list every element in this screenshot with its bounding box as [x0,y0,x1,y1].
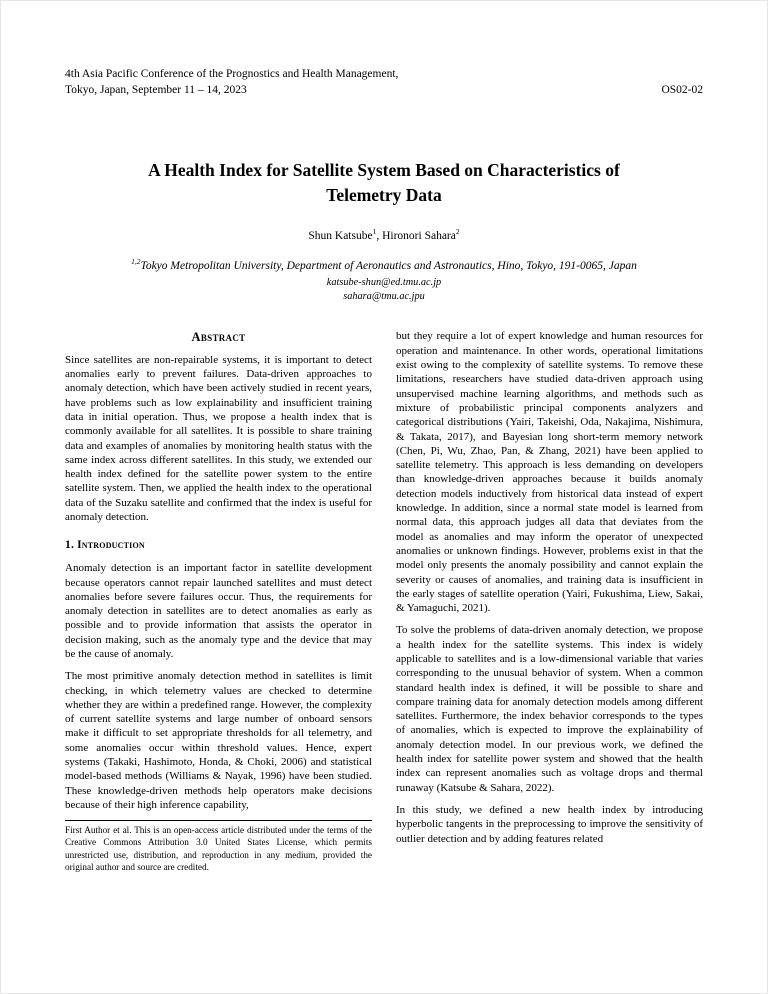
intro-paragraph-2: The most primitive anomaly detection method in satellites is limit checking, in which telemetry values are checked to determine whether they are within a predefined range. However, the complexity of current satellite systems and large number of onboard sensors make it difficult to set appropriate thresholds for all telemetry, and some anomalies occur within threshold values. Hence, expert systems (Takaki, Hashimoto, Honda, & Choki, 2006) and statistical model-based methods (Williams & Nayak, 1996) have been studied. These knowledge-driven methods help operators make decisions because of their high inference capability, [65,670,372,811]
paper-id: OS02-02 [661,83,703,96]
affiliation-text: Tokyo Metropolitan University, Department of Aeronautics and Astronautics, Hino, Tokyo, 191-0065, Japan [140,259,637,272]
page-header [65,67,703,98]
affiliation-marks: 1,2 [131,256,141,266]
conference-info [65,67,398,98]
license-footnote-text: First Author et al. This is an open-access article distributed under the terms of the Creative Commons Attribution 3.0 United States License, which permits unrestricted use, distribution, and reproduction in any medium, provided the original author and source are credited. [65,825,372,872]
left-column [65,329,372,872]
author-separator: , [376,229,383,242]
email-author-1: katsube-shun@ed.tmu.ac.jp [326,276,442,288]
body-paragraph-1: but they require a lot of expert knowledge and human resources for operation and maintenance. In other words, operational limitations exist owing to the complexity of satellite systems. To remove these limitations, researchers have studied data-driven approach using unsupervised machine learning algorithms, and methods such as mixture of probabilistic principal components analyzers and categorical distributions (Yairi, Takeishi, Oda, Nakajima, Nishimura, & Takata, 2017), and Bayesian long short-term memory network (Chen, Pi, Wu, Zhao, Pan, & Zhang, 2021) have been applied to satellite telemetry. This approach is less demanding on developers than knowledge-driven approaches because it builds anomaly detection models inductively from historical data instead of expert knowledge. In addition, since a normal state model is learned from normal data, this approach judges all data that deviates from the model as anomalies and may inform the operator of unexpected anomalies or unknown findings. However, problems exist in that the model only presents the anomaly possibility and cannot explain the severity or causes of anomalies, and training data is insufficient in the early stages of satellite operation (Yairi, Fukushima, Liew, Sakai, & Yamaguchi, 2021). [396,330,703,615]
license-footnote [65,820,372,873]
right-column [396,329,703,872]
authors-line [65,227,703,242]
paper-title-line2: Telemetry Data [326,184,442,205]
affiliation-line [65,257,703,272]
abstract-paragraph: Since satellites are non-repairable systems, it is important to detect anomalies early to prevent failures. Data-driven approaches to anomaly detection, which have been actively studied in recent years, have problems such as low explainability and insufficient training data in initial operation. Thus, we propose a health index that is commonly available for all satellites. It is possible to share training data and examples of anomalies by monitoring health status with the same index across different satellites. In this study, we extended our health index defined for the satellite power system to the entire satellite system. Then, we applied the health index to the operational data of the Suzaku satellite and confirmed that the index is useful for anomaly detection. [65,353,372,523]
paper-title-line1: A Health Index for Satellite System Based on Characteristics of [148,160,620,181]
author-2-affiliation-mark: 2 [455,227,460,237]
author-2-name: Hironori Sahara [382,229,456,242]
email-author-2: sahara@tmu.ac.jpu [343,290,425,302]
intro-paragraph-1: Anomaly detection is an important factor in satellite development because operators cannot repair launched satellites and must detect anomalies before severe failures occur. Thus, the requirements for anomaly detection in satellites are to detect anomalies as early as possible and to provide information that assists the operator in decision making, such as the anomaly type and the device that may be the cause of anomaly. [65,562,372,660]
author-1-name: Shun Katsube [308,229,373,242]
conference-line2: Tokyo, Japan, September 11 – 14, 2023 [65,83,247,96]
section-1-heading: 1. Introduction [65,539,145,552]
two-column-body [65,329,703,872]
author-1-affiliation-mark: 1 [372,227,377,237]
body-paragraph-3: In this study, we defined a new health index by introducing hyperbolic tangents in the preprocessing to improve the sensitivity of outlier detection and by adding features related [396,803,703,845]
abstract-heading: Abstract [191,330,246,345]
paper-title [65,158,703,207]
body-paragraph-2: To solve the problems of data-driven anomaly detection, we propose a health index for the satellite systems. This index is widely applicable to satellites and is a low-dimensional variable that varies corresponding to the unusual behavior of system. When a common standard health index is defined, it will be possible to share and compare training data for anomaly detection models among different satellites. Furthermore, the index behavior corresponds to the types of anomalies, which is expected to improve the explainability of anomaly detection model. In our previous work, we defined the health index for satellite power system and showed that the health index can represent anomalies such as voltage drops and thermal runaway (Katsube & Sahara, 2022). [396,624,703,794]
conference-line1: 4th Asia Pacific Conference of the Prognostics and Health Management, [65,68,399,80]
